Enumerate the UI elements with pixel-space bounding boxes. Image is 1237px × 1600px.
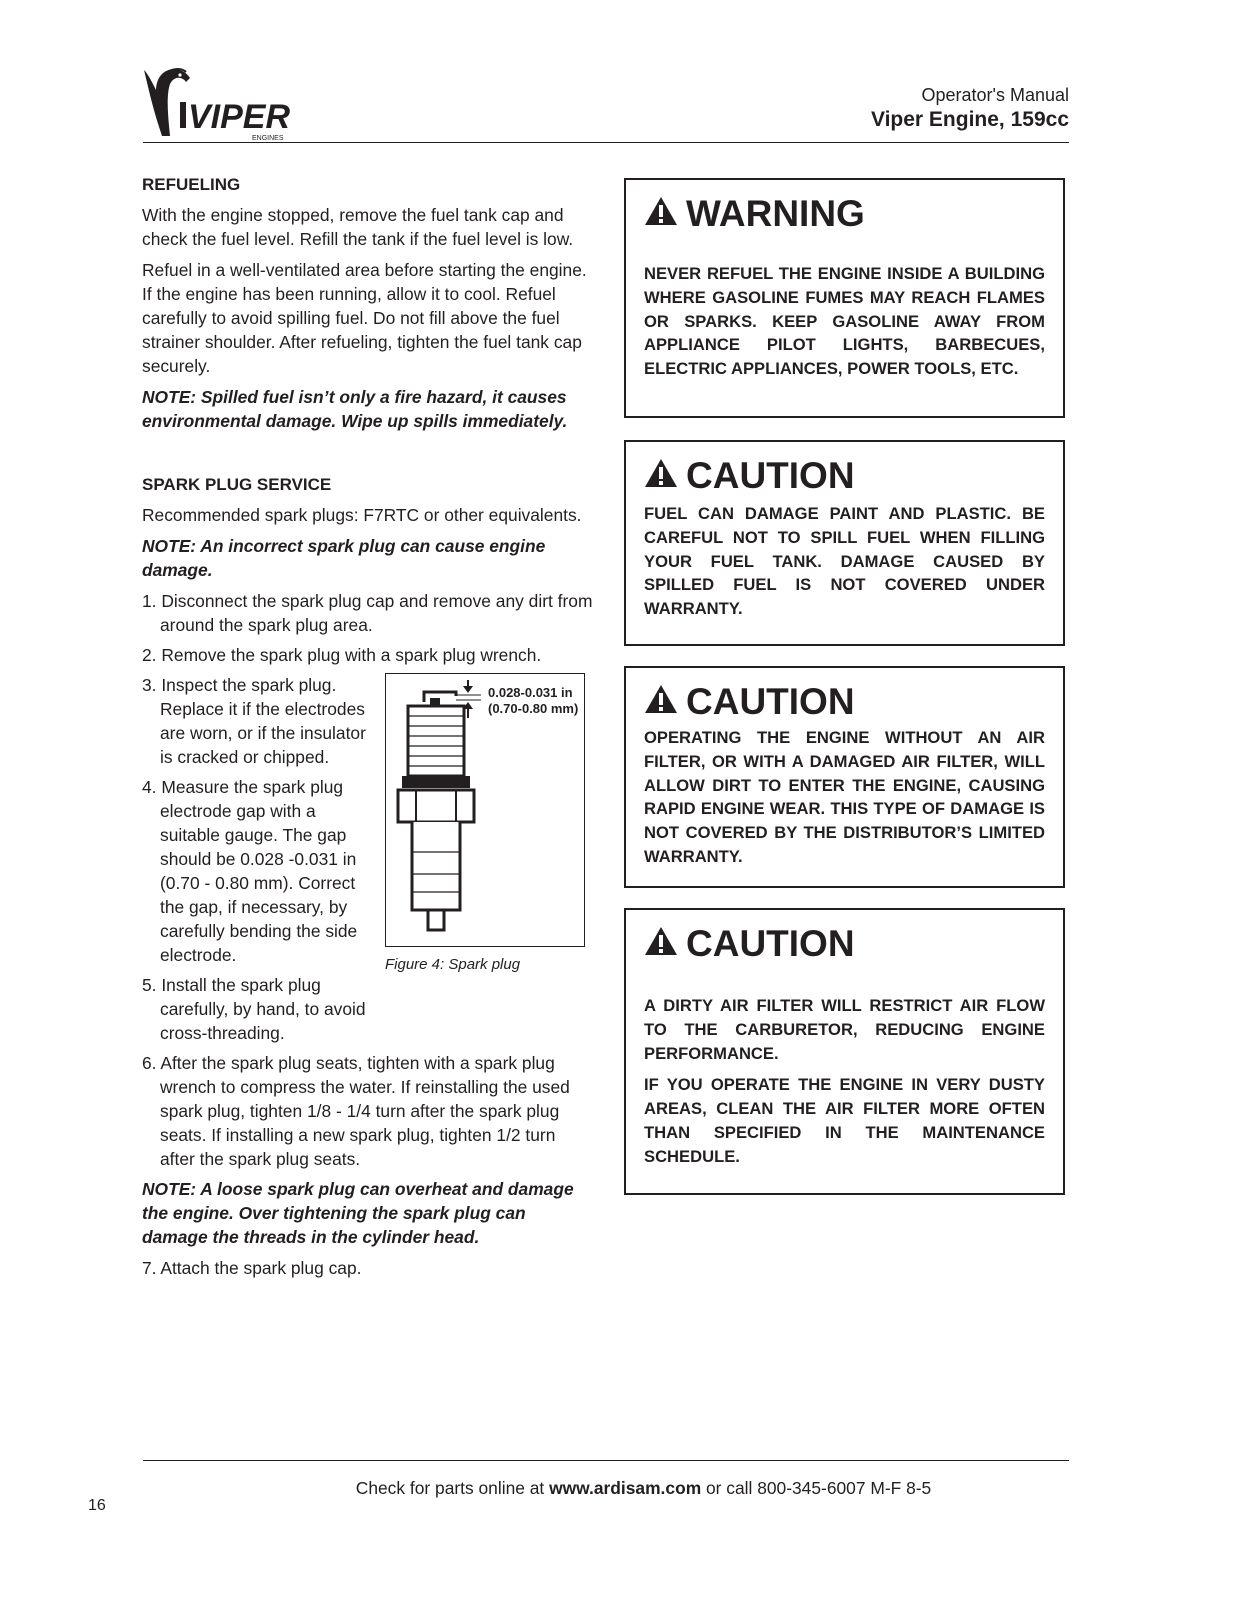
refueling-paragraph-1: With the engine stopped, remove the fuel tank cap and check the fuel level. Refill the tank if the fuel level is low. xyxy=(142,205,574,249)
footer-prefix: Check for parts online at xyxy=(355,1478,550,1498)
caution-box-air-filter xyxy=(624,666,1065,888)
warning-heading: WARNING xyxy=(686,193,865,234)
caution-box-dirty-filter xyxy=(624,908,1065,1195)
warning-triangle-icon xyxy=(644,454,678,498)
gap-measurement-label xyxy=(488,685,578,717)
caution-heading: CAUTION xyxy=(686,455,855,496)
header-rule xyxy=(143,142,1069,143)
header xyxy=(871,84,1069,134)
step-2: 2. Remove the spark plug with a spark plug wrench. xyxy=(142,645,542,665)
caution-text: OPERATING THE ENGINE WITHOUT AN AIR FILTER, OR WITH A DAMAGED AIR FILTER, WILL ALLOW DIRT TO ENTER THE ENGINE, CAUSING RAPID ENGINE WEAR. THIS TYPE OF DAMAGE IS NOT COVERED BY THE DISTRIBUTOR’S LIMITED WARRANTY. xyxy=(644,728,1045,866)
caution-text: FUEL CAN DAMAGE PAINT AND PLASTIC. BE CAREFUL NOT TO SPILL FUEL WHEN FILLING YOUR FUEL TANK. DAMAGE CAUSED BY SPILLED FUEL IS NOT COVERED UNDER WARRANTY. xyxy=(644,504,1045,619)
viper-logo xyxy=(140,66,300,144)
caution-text-1: A DIRTY AIR FILTER WILL RESTRICT AIR FLOW TO THE CARBURETOR, REDUCING ENGINE PERFORMANCE. xyxy=(644,996,1045,1063)
caution-box-fuel xyxy=(624,440,1065,646)
caution-heading: CAUTION xyxy=(686,923,855,964)
footer xyxy=(0,1478,1237,1499)
step-7: 7. Attach the spark plug cap. xyxy=(142,1258,362,1278)
footer-url: www.ardisam.com xyxy=(549,1478,702,1498)
step-4: 4. Measure the spark plug electrode gap with a suitable gauge. The gap should be 0.028 -0.031 in (0.70 - 0.80 mm). Correct the gap, if necessary, by carefully bending the side electrode. xyxy=(142,777,358,965)
logo-text: VIPER xyxy=(188,98,291,136)
refueling-paragraph-2: Refuel in a well-ventilated area before starting the engine. If the engine has been running, allow it to cool. Refuel carefully to avoid spilling fuel. Do not fill above the fuel strainer shoulder. After refueling, tighten the fuel tank cap securely. xyxy=(142,260,587,376)
warning-triangle-icon xyxy=(644,680,678,724)
manual-title: Viper Engine, 159cc xyxy=(870,108,1069,131)
gap-inches: 0.028-0.031 in xyxy=(488,685,573,700)
step-6: 6. After the spark plug seats, tighten with a spark plug wrench to compress the water. If reinstalling the used spark plug, tighten 1/8 - 1/4 turn after the spark plug seats. If installing a new spark plug, tighten 1/2 turn after the spark plug seats. xyxy=(142,1053,570,1169)
caution-text-2: IF YOU OPERATE THE ENGINE IN VERY DUSTY AREAS, CLEAN THE AIR FILTER MORE OFTEN THAN SPECIFIED IN THE MAINTENANCE SCHEDULE. xyxy=(644,1075,1045,1166)
left-column xyxy=(142,174,594,1286)
spark-plug-figure xyxy=(385,673,585,977)
refueling-note: NOTE: Spilled fuel isn’t only a fire hazard, it causes environmental damage. Wipe up spills immediately. xyxy=(142,387,568,431)
gap-millimeters: (0.70-0.80 mm) xyxy=(488,701,579,716)
warning-triangle-icon xyxy=(644,922,678,966)
caution-heading: CAUTION xyxy=(686,681,855,722)
figure-caption: Figure 4: Spark plug xyxy=(385,956,521,973)
spark-plug-steps xyxy=(142,589,594,667)
step-1: 1. Disconnect the spark plug cap and remove any dirt from around the spark plug area. xyxy=(142,591,593,635)
step-5: 5. Install the spark plug carefully, by hand, to avoid cross-threading. xyxy=(142,975,366,1043)
warning-triangle-icon xyxy=(644,192,678,236)
logo-subtext: ENGINES xyxy=(252,135,284,142)
page-number: 16 xyxy=(88,1497,106,1514)
manual-subtitle: Operator's Manual xyxy=(921,85,1069,105)
spark-plug-note-2: NOTE: A loose spark plug can overheat and damage the engine. Over tightening the spark plug can damage the threads in the cylinder head. xyxy=(142,1179,574,1247)
refueling-heading: REFUELING xyxy=(142,175,241,194)
footer-suffix: or call 800-345-6007 M-F 8-5 xyxy=(701,1478,932,1498)
figure-area xyxy=(142,673,594,1045)
spark-plug-heading: SPARK PLUG SERVICE xyxy=(142,475,332,494)
warning-text: NEVER REFUEL THE ENGINE INSIDE A BUILDING WHERE GASOLINE FUMES MAY REACH FLAMES OR SPARKS. KEEP GASOLINE AWAY FROM APPLIANCE PILOT LIGHTS, BARBECUES, ELECTRIC APPLIANCES, POWER TOOLS, ETC. xyxy=(644,264,1045,379)
step-3: 3. Inspect the spark plug. Replace it if the electrodes are worn, or if the insulator is cracked or chipped. xyxy=(142,675,366,767)
recommended-plugs: Recommended spark plugs: F7RTC or other equivalents. xyxy=(142,505,582,525)
footer-rule xyxy=(143,1460,1069,1461)
warning-box-refuel xyxy=(624,178,1065,418)
spark-plug-note-1: NOTE: An incorrect spark plug can cause engine damage. xyxy=(142,536,546,580)
